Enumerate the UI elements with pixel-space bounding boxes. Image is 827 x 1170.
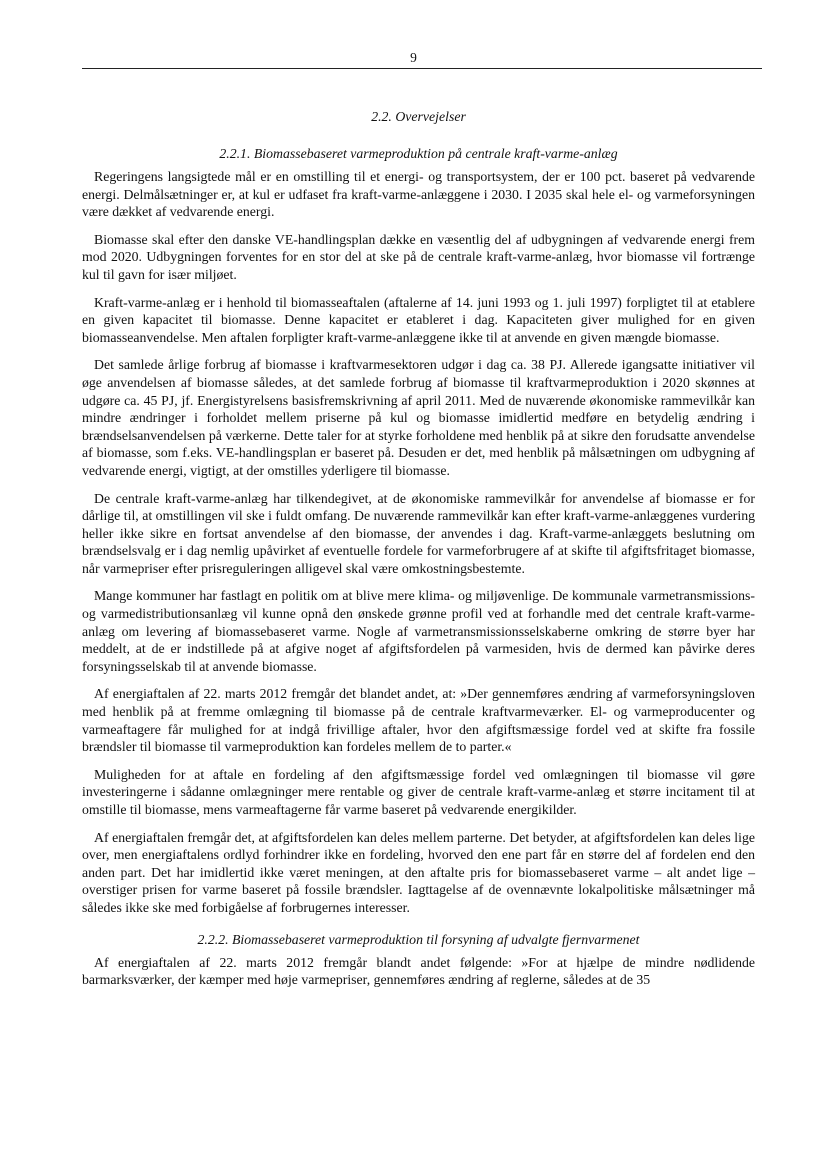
paragraph: Muligheden for at aftale en fordeling af den afgiftsmæssige fordel ved omlægningen til biomasse vil gøre investeringerne i sådanne omlægninger mere rentable og giver de centrale kraft-varme-anlæg et større incitament til at omstille til biomasse, mens varmeaftagerne får varme baseret på vedvarende energikilder. [82,766,755,817]
paragraph: Biomasse skal efter den danske VE-handlingsplan dække en væsentlig del af udbygningen af vedvarende energi frem mod 2020. Udbygningen forventes for en stor del at ske på de centrale kraft-varme-anlæg, hvor biomasse vil fortrænge kul til gavn for især miljøet. [82,231,755,282]
subsection-title: 2.2.2. Biomassebaseret varmeproduktion til forsyning af udvalgte fjernvarmenet [197,931,640,947]
page-body [82,108,755,999]
paragraph: Det samlede årlige forbrug af biomasse i kraftvarmesektoren udgør i dag ca. 38 PJ. Allerede igangsatte initiativer vil øge anvendelsen af biomasse således, at det samlede forbrug af biomasse til kraftvarmeproduktion i 2020 skønnes at udgøre ca. 45 PJ, jf. Energistyrelsens basisfremskrivning af april 2011. Med de nuværende økonomiske rammevilkår kan mindre ændringer i forholdet mellem priserne på kul og biomasse imidlertid medføre en betydelig ændring i brændselsanvendelsen på værkerne. Dette taler for at styrke forholdene med henblik på at sikre den forudsatte anvendelse af biomasse, som f.eks. VE-handlingsplan er baseret på. Desuden er det, med henblik på målsætningen om udbygning af vedvarende energi, vigtigt, at der omstilles yderligere til biomasse. [82,357,755,478]
paragraph: Mange kommuner har fastlagt en politik om at blive mere klima- og miljøvenlige. De kommunale varmetransmissions- og varmedistributionsanlæg vil kunne opnå den ønskede grønne profil ved at forhandle med det centrale kraft-varme-anlæg om levering af biomassebaseret varme. Nogle af varmetransmissionsselskaberne omkring de større byer har meddelt, at de er indstillede på at afgive noget af afgiftsfordelen på varmesiden, hvis de dermed kan påvirke deres forsyningsselskab til at anvende biomasse. [82,588,755,674]
page-number: 9 [410,50,417,65]
paragraph: Kraft-varme-anlæg er i henhold til biomasseaftalen (aftalerne af 14. juni 1993 og 1. juli 1997) forpligtet til at etablere en given kapacitet til biomasse. Denne kapacitet er etableret i dag. Kapaciteten giver mulighed for en given biomasseanvendelse. Men aftalen forpligter kraft-varme-anlæggene ikke til at anvende en given mængde biomasse. [82,294,755,345]
header-rule [82,68,762,69]
paragraph: Af energiaftalen af 22. marts 2012 fremgår det blandet andet, at: »Der gennemføres ændring af varmeforsyningsloven med henblik på at fremme omlægning til biomasse på de centrale kraftvarmeværker. El- og varmeproducenter og varmeaftagere får mulighed for at indgå frivillige aftaler, hvor den afgiftsmæssige fordel ved at skifte fra fossile brændsler til biomasse til varmeproduktion kan fordeles mellem de to parter.« [82,686,755,755]
subsection-title: 2.2.1. Biomassebaseret varmeproduktion på centrale kraft-varme-anlæg [219,146,618,161]
paragraph: Regeringens langsigtede mål er en omstilling til et energi- og transportsystem, der er 100 pct. baseret på vedvarende energi. Delmålsætninger er, at kul er udfaset fra kraft-varme-anlæggene i 2030. I 2035 skal hele el- og varmeforsyningen være dækket af vedvarende energi. [82,169,755,220]
paragraph: Af energiaftalen af 22. marts 2012 fremgår blandt andet følgende: »For at hjælpe de mindre nødlidende barmarksværker, der kæmper med høje varmepriser, gennemføres ændring af reglerne, således at de 35 [82,954,755,988]
section-title: 2.2. Overvejelser [371,109,466,124]
paragraph: Af energiaftalen fremgår det, at afgiftsfordelen kan deles mellem parterne. Det betyder, at afgiftsfordelen kan deles lige over, men energiaftalens ordlyd forhindrer ikke en fordeling, hvorved den ene part får en større del af fordelen end den anden part. Det har imidlertid ikke været meningen, at den aftalte pris for biomassebaseret varme – alt andet lige – overstiger prisen for varme baseret på fossile brændsler. Iagttagelse af de ovennævnte lokalpolitiske målsætninger må således ikke ske med forbigåelse af forbrugernes interesser. [82,829,755,915]
paragraph: De centrale kraft-varme-anlæg har tilkendegivet, at de økonomiske rammevilkår for anvendelse af biomasse er for dårlige til, at omstillingen vil ske i fuldt omfang. De nuværende rammevilkår kan efter kraft-varme-anlæggenes vurdering heller ikke sikre en fortsat anvendelse af den biomasse, der anvendes i dag. Kraft-varme-anlæggets beslutning om brændselsvalg er i dag nemlig upåvirket af eventuelle fordele for varmeforbrugere af at skifte til afgiftsfritaget biomasse, når varmepriser efter prisreguleringen alligevel skal være omkostningsbestemte. [82,490,755,576]
